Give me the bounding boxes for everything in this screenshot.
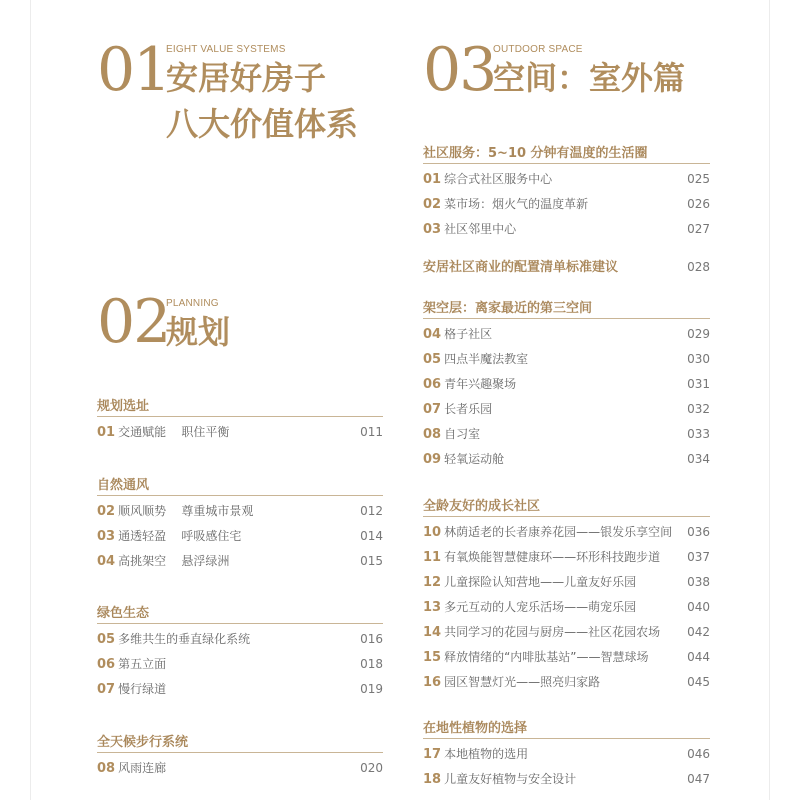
- entry-number: 07: [97, 682, 116, 697]
- entry-label: 园区智慧灯光——照亮归家路: [444, 675, 601, 689]
- entry-page: 012: [360, 504, 383, 518]
- entry-label: 第五立面: [118, 657, 167, 671]
- section-title: 社区服务：5~10 分钟有温度的生活圈: [423, 146, 648, 161]
- chapter-01-heading: [97, 35, 387, 150]
- section-title: 规划选址: [97, 399, 150, 414]
- chapter-02-heading: [97, 287, 297, 362]
- section-divider: [423, 738, 710, 739]
- entry-page: 027: [687, 222, 710, 236]
- section-title: 绿色生态: [97, 606, 150, 621]
- toc-entry[interactable]: [423, 548, 710, 566]
- entry-label: 交通赋能 职住平衡: [118, 425, 230, 439]
- entry-label: 释放情绪的“内啡肽基站”——智慧球场: [444, 650, 649, 664]
- entry-number: 05: [423, 352, 442, 367]
- entry-label: 长者乐园: [444, 402, 493, 416]
- toc-entry[interactable]: [423, 195, 710, 213]
- entry-number: 02: [423, 197, 442, 212]
- entry-number: 03: [97, 529, 116, 544]
- entry-number: 15: [423, 650, 442, 665]
- entry-page: 028: [687, 260, 710, 274]
- toc-entry[interactable]: [423, 400, 710, 418]
- section-divider: [423, 163, 710, 164]
- entry-page: 016: [360, 632, 383, 646]
- entry-number: 01: [97, 425, 116, 440]
- entry-label: 自习室: [444, 427, 481, 441]
- entry-label: 风雨连廊: [118, 761, 167, 775]
- chapter-english-title: OUTDOOR SPACE: [493, 44, 583, 55]
- entry-number: 08: [97, 761, 116, 776]
- toc-entry[interactable]: [97, 680, 383, 698]
- entry-label: 青年兴趣聚场: [444, 377, 517, 391]
- entry-label: 菜市场：烟火气的温度革新: [444, 197, 589, 211]
- entry-number: 18: [423, 772, 442, 787]
- entry-number: 04: [97, 554, 116, 569]
- toc-entry[interactable]: [97, 630, 383, 648]
- entry-label: 多元互动的人宠乐活场——萌宠乐园: [444, 600, 637, 614]
- chapter-number: 02: [97, 287, 170, 357]
- entry-number: 12: [423, 575, 442, 590]
- toc-entry[interactable]: [423, 425, 710, 443]
- entry-page: 036: [687, 525, 710, 539]
- toc-entry[interactable]: [97, 552, 383, 570]
- toc-entry[interactable]: [423, 598, 710, 616]
- entry-label: 社区邻里中心: [444, 222, 517, 236]
- entry-page: 047: [687, 772, 710, 786]
- toc-entry[interactable]: [97, 655, 383, 673]
- section-title: 安居社区商业的配置清单标准建议: [423, 260, 619, 275]
- section-title: 架空层：离家最近的第三空间: [423, 301, 593, 316]
- entry-page: 015: [360, 554, 383, 568]
- toc-entry[interactable]: [423, 523, 710, 541]
- entry-page: 014: [360, 529, 383, 543]
- entry-page: 026: [687, 197, 710, 211]
- entry-number: 02: [97, 504, 116, 519]
- entry-label: 轻氧运动舱: [444, 452, 505, 466]
- section-divider: [423, 318, 710, 319]
- section-divider: [423, 516, 710, 517]
- section-title: 在地性植物的选择: [423, 721, 528, 736]
- entry-number: 11: [423, 550, 442, 565]
- toc-entry[interactable]: [423, 573, 710, 591]
- chapter-title-line1: 安居好房子: [166, 59, 327, 97]
- section-divider: [97, 623, 383, 624]
- entry-number: 17: [423, 747, 442, 762]
- section-divider: [97, 495, 383, 496]
- chapter-number: 01: [97, 35, 170, 105]
- entry-label: 有氧焕能智慧健康环——环形科技跑步道: [444, 550, 661, 564]
- entry-page: 030: [687, 352, 710, 366]
- toc-entry[interactable]: [423, 673, 710, 691]
- entry-label: 儿童友好植物与安全设计: [444, 772, 577, 786]
- entry-page: 031: [687, 377, 710, 391]
- toc-entry[interactable]: [423, 623, 710, 641]
- entry-page: 032: [687, 402, 710, 416]
- entry-page: 044: [687, 650, 710, 664]
- toc-entry[interactable]: [423, 325, 710, 343]
- entry-label: 高挑架空 悬浮绿洲: [118, 554, 230, 568]
- toc-entry[interactable]: [423, 375, 710, 393]
- entry-label: 林荫适老的长者康养花园——银发乐享空间: [444, 525, 673, 539]
- toc-entry[interactable]: [97, 527, 383, 545]
- entry-page: 040: [687, 600, 710, 614]
- entry-page: 037: [687, 550, 710, 564]
- entry-page: 020: [360, 761, 383, 775]
- toc-entry[interactable]: [97, 759, 383, 777]
- entry-label: 儿童探险认知营地——儿童友好乐园: [444, 575, 637, 589]
- chapter-english-title: PLANNING: [166, 298, 219, 309]
- entry-label: 多维共生的垂直绿化系统: [118, 632, 251, 646]
- chapter-title: 空间：室外篇: [493, 59, 686, 97]
- entry-number: 05: [97, 632, 116, 647]
- entry-label: 四点半魔法教室: [444, 352, 529, 366]
- toc-entry[interactable]: [423, 770, 710, 788]
- toc-entry[interactable]: [423, 220, 710, 238]
- section-title: 自然通风: [97, 478, 150, 493]
- chapter-03-heading: [423, 35, 723, 110]
- entry-number: 16: [423, 675, 442, 690]
- entry-number: 03: [423, 222, 442, 237]
- entry-page: 025: [687, 172, 710, 186]
- chapter-title-line2: 八大价值体系: [166, 105, 359, 143]
- entry-label: 共同学习的花园与厨房——社区花园农场: [444, 625, 661, 639]
- entry-page: 011: [360, 425, 383, 439]
- page-border-right: [769, 0, 770, 800]
- entry-label: 慢行绿道: [118, 682, 167, 696]
- section-divider: [97, 752, 383, 753]
- entry-number: 08: [423, 427, 442, 442]
- entry-number: 01: [423, 172, 442, 187]
- entry-page: 019: [360, 682, 383, 696]
- entry-label: 通透轻盈 呼吸感住宅: [118, 529, 242, 543]
- entry-page: 042: [687, 625, 710, 639]
- toc-entry[interactable]: [423, 648, 710, 666]
- toc-entry[interactable]: [423, 745, 710, 763]
- entry-number: 14: [423, 625, 442, 640]
- entry-number: 07: [423, 402, 442, 417]
- entry-label: 顺风顺势 尊重城市景观: [118, 504, 254, 518]
- entry-page: 046: [687, 747, 710, 761]
- page-border-left: [30, 0, 31, 800]
- toc-entry[interactable]: [423, 450, 710, 468]
- entry-number: 06: [97, 657, 116, 672]
- entry-page: 029: [687, 327, 710, 341]
- entry-page: 038: [687, 575, 710, 589]
- entry-number: 06: [423, 377, 442, 392]
- entry-label: 本地植物的选用: [444, 747, 529, 761]
- section-title: 全龄友好的成长社区: [423, 499, 541, 514]
- entry-number: 04: [423, 327, 442, 342]
- entry-label: 综合式社区服务中心: [444, 172, 553, 186]
- entry-page: 034: [687, 452, 710, 466]
- entry-page: 018: [360, 657, 383, 671]
- section-title: 全天候步行系统: [97, 735, 189, 750]
- toc-entry[interactable]: [423, 170, 710, 188]
- chapter-number: 03: [423, 35, 496, 105]
- entry-number: 09: [423, 452, 442, 467]
- toc-section-entry[interactable]: [423, 258, 710, 276]
- entry-number: 10: [423, 525, 442, 540]
- entry-number: 13: [423, 600, 442, 615]
- toc-entry[interactable]: [97, 423, 383, 441]
- chapter-title: 规划: [166, 313, 231, 351]
- entry-page: 045: [687, 675, 710, 689]
- section-divider: [97, 416, 383, 417]
- entry-page: 033: [687, 427, 710, 441]
- toc-entry[interactable]: [423, 350, 710, 368]
- toc-entry[interactable]: [97, 502, 383, 520]
- chapter-english-title: EIGHT VALUE SYSTEMS: [166, 44, 286, 55]
- entry-label: 格子社区: [444, 327, 493, 341]
